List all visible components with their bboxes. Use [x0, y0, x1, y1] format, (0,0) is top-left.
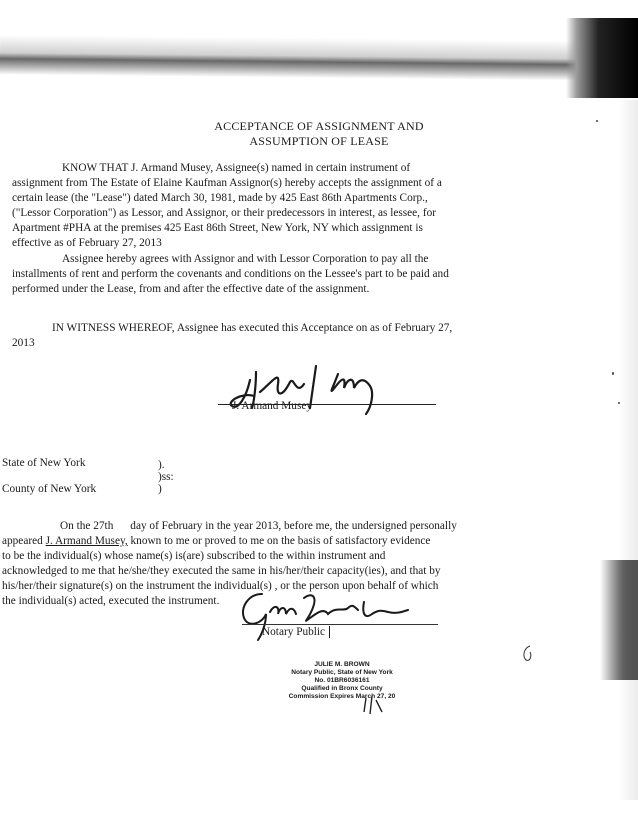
ack-text: appeared — [2, 535, 46, 547]
paragraph-line: performed under the Lease, from and after the effective date of the assignment. — [12, 283, 370, 295]
paragraph-line: his/her/their signature(s) on the instrument the individual(s) , or the person upon behalf of which — [2, 580, 439, 592]
scan-speck — [618, 402, 620, 404]
scan-speck — [596, 120, 598, 122]
paragraph-line: KNOW THAT J. Armand Musey, Assignee(s) named in certain instrument of — [62, 162, 411, 174]
paragraph-line: certain lease (the "Lease") dated March 30, 1981, made by 425 East 86th Apartments Corp., — [12, 192, 428, 204]
ack-text: known to me or proved to me on the basis of satisfactory evidence — [127, 535, 431, 547]
scan-speck — [612, 372, 614, 375]
agreement-paragraph — [12, 252, 496, 297]
paragraph-line: IN WITNESS WHEREOF, Assignee has executed this Acceptance on as of February 27, — [52, 322, 453, 334]
ack-text: day of February in the year 2013, before me, the undersigned personally — [130, 520, 457, 532]
assignee-signature — [220, 362, 410, 422]
stamp-line: Commission Expires March 27, 20 — [288, 693, 396, 700]
paragraph-line: assignment from The Estate of Elaine Kaufman Assignor(s) hereby accepts the assignment of a — [12, 177, 442, 189]
paragraph-line — [2, 534, 486, 549]
venue-paren: ) — [158, 483, 162, 495]
stamp-line: Qualified in Bronx County — [301, 685, 383, 692]
paragraph-line: acknowledged to me that he/she/they executed the same in his/her/their capacity(ies), and that by — [2, 565, 441, 577]
paragraph-line — [2, 519, 486, 534]
notary-stamp — [242, 661, 442, 701]
document-subtitle: ASSUMPTION OF LEASE — [249, 134, 389, 148]
stamp-line: Notary Public, State of New York — [291, 669, 393, 676]
notary-public-label: Notary Public — [262, 626, 330, 638]
notary-signature-line — [242, 624, 438, 625]
scan-shadow-corner — [566, 18, 638, 98]
venue-ss: )ss: — [158, 471, 174, 483]
venue-paren: ). — [158, 459, 165, 471]
paragraph-line: 2013 — [12, 337, 35, 349]
pen-mark — [520, 644, 536, 664]
venue-county: County of New York — [2, 483, 97, 495]
paragraph-line: to be the individual(s) whose name(s) is(are) subscribed to the within instrument and — [2, 550, 386, 562]
paragraph-line: Assignee hereby agrees with Assignor and with Lessor Corporation to pay all the — [62, 253, 429, 265]
paragraph-line: the individual(s) acted, executed the instrument. — [2, 595, 220, 607]
stamp-year-mark — [360, 694, 386, 716]
scan-shadow-top — [0, 35, 638, 82]
ack-date: On the 27th — [60, 520, 114, 532]
scan-shadow-edge — [618, 100, 638, 800]
appeared-name: J. Armand Musey, — [45, 535, 128, 547]
stamp-line: No. 01BR6036161 — [314, 677, 370, 684]
paragraph-line: Apartment #PHA at the premises 425 East 86th Street, New York, NY which assignment is — [12, 222, 423, 234]
paragraph-line: effective as of February 27, 2013 — [12, 237, 162, 249]
assignment-paragraph — [12, 161, 496, 251]
venue-state: State of New York — [2, 457, 86, 469]
paragraph-line: installments of rent and perform the covenants and conditions on the Lessee's part to be paid and — [12, 268, 449, 280]
paragraph-line: ("Lessor Corporation") as Lessor, and Assignor, or their predecessors in interest, as lessee, for — [12, 207, 436, 219]
signatory-name: J. Armand Musey — [232, 400, 313, 412]
document-title: ACCEPTANCE OF ASSIGNMENT AND — [214, 119, 424, 133]
stamp-line: JULIE M. BROWN — [314, 661, 370, 668]
witness-paragraph — [12, 321, 496, 351]
